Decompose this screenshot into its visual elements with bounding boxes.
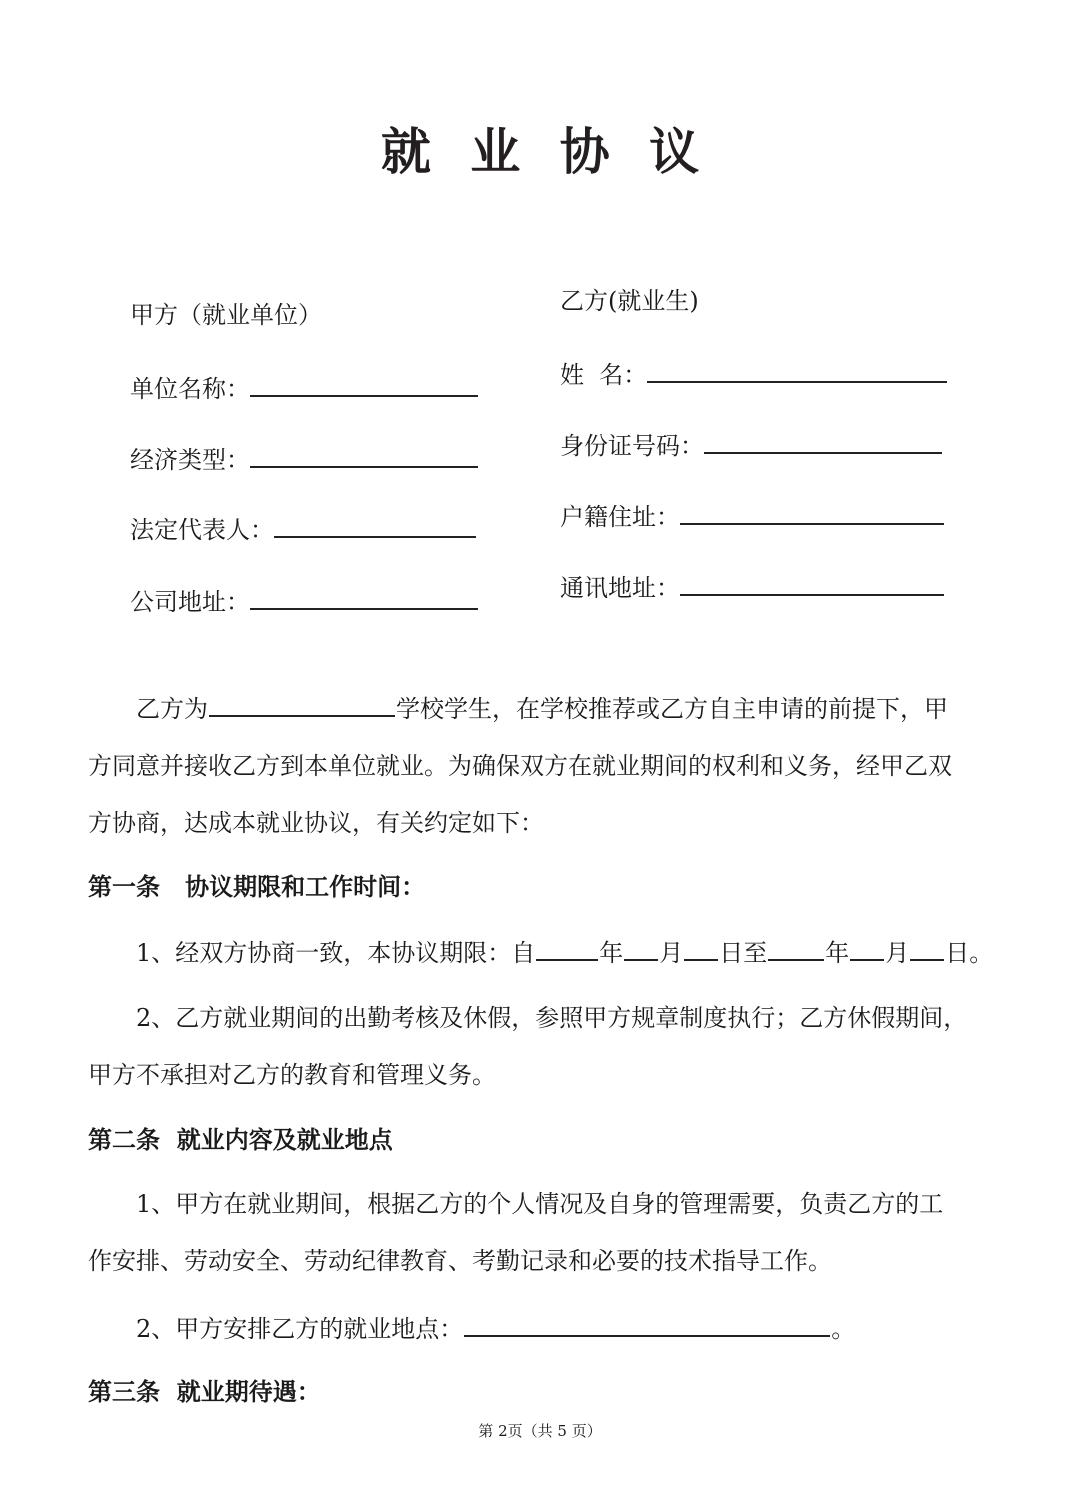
start-year-input[interactable] (536, 937, 598, 961)
name-label: 姓 名： (560, 361, 648, 389)
start-month-label: 月 (659, 939, 684, 967)
start-month-input[interactable] (624, 937, 658, 961)
contact-address-label: 通讯地址： (560, 574, 680, 602)
article-1-item-2-line-2: 甲方不承担对乙方的教育和管理义务。 (88, 1061, 496, 1089)
party-b-household-row (560, 499, 944, 532)
company-address-label: 公司地址： (130, 588, 250, 616)
term-prefix: 1、经双方协商一致，本协议期限：自 (136, 939, 536, 967)
contact-address-input[interactable] (680, 570, 944, 596)
article-2-item-2 (136, 1313, 855, 1344)
economic-type-label: 经济类型： (130, 446, 250, 474)
start-year-label: 年 (599, 939, 624, 967)
school-name-input[interactable] (209, 693, 395, 717)
end-year-label: 年 (825, 939, 850, 967)
end-month-label: 月 (885, 939, 910, 967)
id-number-input[interactable] (704, 428, 942, 454)
work-location-suffix: 。 (831, 1315, 856, 1343)
article-2-heading: 第二条 就业内容及就业地点 (88, 1125, 393, 1154)
party-a-legal-rep-row (130, 512, 476, 545)
intro-line-1 (136, 693, 948, 724)
party-b-heading: 乙方(就业生) (560, 287, 699, 315)
start-day-label: 日至 (719, 939, 768, 967)
article-1-item-1 (136, 937, 993, 968)
company-name-input[interactable] (250, 371, 478, 397)
party-a-company-name-row (130, 371, 478, 404)
legal-rep-input[interactable] (274, 512, 476, 538)
company-name-label: 单位名称： (130, 375, 250, 403)
household-address-input[interactable] (680, 499, 944, 525)
article-2-item-1-line-2: 作安排、劳动安全、劳动纪律教育、考勤记录和必要的技术指导工作。 (88, 1247, 832, 1275)
party-b-id-row (560, 428, 942, 461)
party-a-economic-type-row (130, 442, 478, 475)
end-day-input[interactable] (910, 937, 944, 961)
economic-type-input[interactable] (250, 442, 478, 468)
start-day-input[interactable] (684, 937, 718, 961)
intro-prefix: 乙方为 (136, 695, 208, 723)
household-address-label: 户籍住址： (560, 503, 680, 531)
party-b-contact-row (560, 570, 944, 603)
party-a-heading: 甲方（就业单位） (130, 301, 322, 329)
document-title: 就 业 协 议 (380, 122, 700, 181)
article-2-item-1-line-1: 1、甲方在就业期间，根据乙方的个人情况及自身的管理需要，负责乙方的工 (136, 1190, 944, 1218)
intro-line-2: 方同意并接收乙方到本单位就业。为确保双方在就业期间的权利和义务，经甲乙双 (88, 752, 952, 780)
legal-rep-label: 法定代表人： (130, 516, 274, 544)
article-3-heading: 第三条 就业期待遇： (88, 1377, 321, 1406)
party-a-address-row (130, 584, 478, 617)
end-year-input[interactable] (768, 937, 824, 961)
intro-line-1-rest: 学校学生，在学校推荐或乙方自主申请的前提下，甲 (396, 695, 948, 723)
work-location-label: 2、甲方安排乙方的就业地点： (136, 1315, 464, 1343)
page-number-footer: 第 2页（共 5 页） (478, 1422, 602, 1440)
name-input[interactable] (647, 357, 947, 383)
party-b-name-row (560, 357, 947, 390)
work-location-input[interactable] (464, 1313, 830, 1337)
end-month-input[interactable] (850, 937, 884, 961)
end-day-label: 日。 (945, 939, 994, 967)
article-1-item-2-line-1: 2、乙方就业期间的出勤考核及休假，参照甲方规章制度执行；乙方休假期间， (136, 1004, 968, 1032)
intro-line-3: 方协商，达成本就业协议，有关约定如下： (88, 809, 544, 837)
company-address-input[interactable] (250, 584, 478, 610)
article-1-heading: 第一条 协议期限和工作时间： (88, 872, 426, 901)
id-number-label: 身份证号码： (560, 432, 704, 460)
